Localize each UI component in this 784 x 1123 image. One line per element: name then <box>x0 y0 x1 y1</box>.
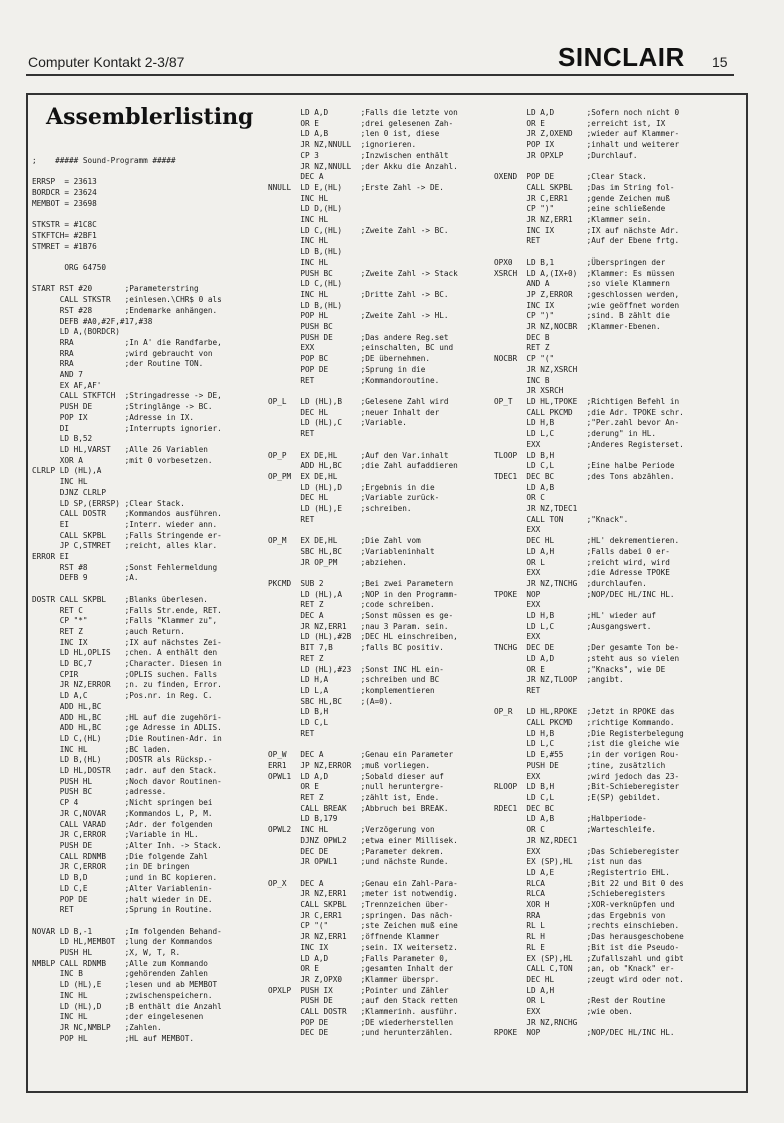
code-line: RRA ;In A' die Randfarbe, <box>32 337 222 347</box>
code-line: JR OP_PM ;abziehen. <box>268 557 407 567</box>
code-line: CP "*" ;Falls "Klammer zu", <box>32 616 218 626</box>
code-line: CALL DOSTR ;Kommandos ausführen. <box>32 509 222 519</box>
code-line: CP 4 ;Nicht springen bei <box>32 798 213 808</box>
code-line: OR L ;reicht wird, wird <box>494 557 670 567</box>
code-line: LD HL,DOSTR ;adr. auf den Stack. <box>32 766 218 776</box>
code-line: RLCA ;Bit 22 und Bit 0 des <box>494 878 684 888</box>
code-line: JR NZ,XSRCH <box>494 364 578 374</box>
code-line: JR NZ,ERR1 ;nau 3 Param. sein. <box>268 621 449 631</box>
code-line: LD A,B <box>494 482 555 492</box>
code-line: OP_M EX DE,HL ;Die Zahl vom <box>268 536 421 546</box>
code-line: CALL RDNMB ;Die folgende Zahl <box>32 851 208 861</box>
code-line: INC IX ;IX auf nächstes Zei- <box>32 637 222 647</box>
code-line: INC HL <box>268 193 329 203</box>
code-line: JR NZ,ERR1 ;öffnende Klammer <box>268 932 440 942</box>
code-line: RET ;Kommandoroutine. <box>268 375 440 385</box>
code-line: OPX0 LD B,1 ;Überspringen der <box>494 257 666 267</box>
code-line: RL L ;rechts einschieben. <box>494 921 680 931</box>
code-line: LD E,#55 ;in der vorigen Rou- <box>494 750 680 760</box>
code-line: POP DE ;DE wiederherstellen <box>268 1017 454 1027</box>
code-line: LD (HL),E ;lesen und ab MEMBOT <box>32 980 218 990</box>
code-line: DEC HL ;Variable zurück- <box>268 493 440 503</box>
code-line: OP_R LD HL,RPOKE ;Jetzt in RPOKE das <box>494 707 675 717</box>
code-line: XSRCH LD A,(IX+0) ;Klammer: Es müssen <box>494 268 675 278</box>
code-line: XOR A ;mit 0 vorbesetzen. <box>32 455 213 465</box>
code-line: CALL SKPBL ;Das im String fol- <box>494 182 675 192</box>
code-line: PUSH DE ;tine, zusätzlich <box>494 760 666 770</box>
code-line: OR E ;null heruntergre- <box>268 782 444 792</box>
code-line: INC IX ;wie geöffnet worden <box>494 300 680 310</box>
code-line: RET Z ;zählt ist, Ende. <box>268 793 440 802</box>
code-line: LD HL,OPLIS ;chen. A enthält den <box>32 648 218 658</box>
code-line: PUSH DE ;Das andere Reg.set <box>268 332 449 342</box>
code-line: EXX ;wie oben. <box>494 1007 633 1017</box>
code-line: PUSH DE ;Stringlänge -> BC. <box>32 402 213 412</box>
code-line: JR NZ,ERR1 ;Klammer sein. <box>494 215 652 225</box>
code-line: EX (SP),HL ;Zufallszahl und gibt <box>494 953 684 963</box>
code-line: LD A,H <box>494 985 555 995</box>
code-line: DEC DE ;und herunterzählen. <box>268 1028 454 1038</box>
code-line: LD B,D ;und in BC kopieren. <box>32 873 218 883</box>
code-line: JR NZ,NOCBR ;Klammer-Ebenen. <box>494 322 661 332</box>
code-line: PKCMD SUB 2 ;Bei zwei Parametern <box>268 578 454 588</box>
code-line: MEMBOT = 23698 <box>32 198 97 208</box>
code-line: JR XSRCH <box>494 386 564 396</box>
code-line: LD C,L ;E(SP) gebildet. <box>494 793 661 802</box>
code-line: ADD HL,BC ;HL auf die zugehöri- <box>32 712 222 722</box>
code-line: INC IX ;IX auf nächste Adr. <box>494 225 680 235</box>
code-line: DEC HL ;neuer Inhalt der <box>268 407 440 417</box>
code-line: INC B <box>494 375 550 385</box>
code-line: CALL C,TON ;an, ob "Knack" er- <box>494 964 675 974</box>
code-line: INC HL ;der eingelesenen <box>32 1012 204 1022</box>
listing-column-1 <box>32 156 222 1044</box>
code-line: DEC HL ;HL' dekrementieren. <box>494 536 680 546</box>
code-line: LD (HL),E ;schreiben. <box>268 504 412 514</box>
code-line: EXX ;wird jedoch das 23- <box>494 771 680 781</box>
code-line: JR Z,OPX0 ;Klammer überspr. <box>268 974 440 984</box>
code-line: LD C,(HL) ;Zweite Zahl -> BC. <box>268 225 449 235</box>
code-line: POP HL ;Zweite Zahl -> HL. <box>268 311 449 321</box>
code-line: LD B,(HL) <box>268 300 343 310</box>
code-line: RL E ;Bit ist die Pseudo- <box>494 942 680 952</box>
listing-title: Assemblerlisting <box>46 104 254 130</box>
code-line: INC HL <box>268 257 329 267</box>
code-line: LD L,C ;derung" in HL. <box>494 429 656 439</box>
code-line: OR E ;erreicht ist, IX <box>494 118 666 128</box>
code-line: JP Z,ERROR ;geschlossen werden, <box>494 289 680 299</box>
code-line: LD B,(HL) <box>268 247 343 257</box>
code-line: EXX <box>494 632 541 642</box>
code-line: LD A,(BORDCR) <box>32 327 120 337</box>
code-line: LD L,C ;ist die gleiche wie <box>494 739 680 749</box>
code-line: CALL SKPBL ;Falls Stringende er- <box>32 530 222 540</box>
code-line: JR NZ,TLOOP ;angibt. <box>494 675 624 685</box>
code-line: INC IX ;sein. IX weitersetz. <box>268 942 458 952</box>
code-line: DEC DE ;Parameter dekrem. <box>268 846 444 856</box>
code-line: BIT 7,B ;falls BC positiv. <box>268 643 444 653</box>
code-line: LD A,B ;len 0 ist, diese <box>268 129 440 139</box>
code-line: CALL TON ;"Knack". <box>494 514 629 524</box>
code-line: OP_X DEC A ;Genau ein Zahl-Para- <box>268 878 458 888</box>
code-line: ERROR EI <box>32 552 70 562</box>
code-line: ADD HL,BC ;ge Adresse in ADLIS. <box>32 723 222 733</box>
code-line: INC HL <box>268 236 329 246</box>
code-line: LD H,A ;schreiben und BC <box>268 675 440 685</box>
code-line: JR Z,OXEND ;wieder auf Klammer- <box>494 129 680 139</box>
code-line: ADD HL,BC <box>32 701 102 711</box>
code-line: LD A,D ;steht aus so vielen <box>494 653 680 663</box>
code-line: DEC B <box>494 332 550 342</box>
code-line: STKSTR = #1C8C <box>32 220 97 230</box>
code-line: LD C,E ;Alter Variablenin- <box>32 883 213 893</box>
code-line: JR NZ,NNULL ;der Akku die Anzahl. <box>268 161 458 171</box>
code-line: EI ;Interr. wieder ann. <box>32 519 218 529</box>
code-line: JR OPXLP ;Durchlauf. <box>494 150 638 160</box>
code-line: OP_P EX DE,HL ;Auf den Var.inhalt <box>268 450 449 460</box>
code-line: ERR1 JP NZ,ERROR ;muß vorliegen. <box>268 760 430 770</box>
code-line: INC HL <box>32 477 88 487</box>
code-line: DEFB 9 ;A. <box>32 573 139 583</box>
code-line: LD HL,VARST ;Alle 26 Variablen <box>32 444 208 454</box>
code-line: OR L ;Rest der Routine <box>494 996 666 1006</box>
code-line: LD HL,MEMBOT ;lung der Kommandos <box>32 937 213 947</box>
code-line: PUSH DE ;auf den Stack retten <box>268 996 458 1006</box>
code-line: LD A,D ;Falls die letzte von <box>268 108 458 117</box>
code-line: LD L,A ;komplementieren <box>268 685 435 695</box>
code-line: RET <box>494 685 541 695</box>
code-line: TLOOP LD B,H <box>494 450 555 460</box>
code-line: LD B,179 <box>268 814 338 824</box>
code-line: LD SP,(ERRSP) ;Clear Stack. <box>32 498 185 508</box>
code-line: RLCA ;Schieberegisters <box>494 889 666 899</box>
code-line: RET Z ;auch Return. <box>32 626 185 636</box>
code-line: LD B,52 <box>32 434 93 444</box>
code-line: OR E ;gesamten Inhalt der <box>268 964 454 974</box>
code-line: AND 7 <box>32 370 83 380</box>
code-line: DJNZ CLRLP <box>32 487 107 497</box>
code-line: LD C,L <box>268 718 329 728</box>
code-line: LD H,B ;Die Registerbelegung <box>494 728 684 738</box>
code-line: CP 3 ;Inzwischen enthält <box>268 150 449 160</box>
code-line: RL H ;Das herausgeschobene <box>494 932 684 942</box>
code-line: LD (HL),D ;Ergebnis in die <box>268 482 435 492</box>
code-line: STKFTCH= #2BF1 <box>32 230 97 240</box>
code-line: LD (HL),#2B ;DEC HL einschreiben, <box>268 632 458 642</box>
code-line: CALL STKSTR ;einlesen.\CHR$ 0 als <box>32 295 222 305</box>
code-line: OP_L LD (HL),B ;Gelesene Zahl wird <box>268 396 449 406</box>
code-line: INC HL ;zwischenspeichern. <box>32 990 213 1000</box>
code-line: POP BC ;DE übernehmen. <box>268 354 430 364</box>
code-line: EXX ;Das Schieberegister <box>494 846 680 856</box>
code-line: CALL SKPBL ;Trennzeichen über- <box>268 900 449 910</box>
code-line: RET ;Sprung in Routine. <box>32 905 213 915</box>
code-line: DEC HL ;zeugt wird oder not. <box>494 974 684 984</box>
code-line: RRA ;der Routine TON. <box>32 359 204 369</box>
code-line: PUSH HL ;Noch davor Routinen- <box>32 776 222 786</box>
code-line: OPWL1 LD A,D ;Sobald dieser auf <box>268 771 444 781</box>
code-line: LD (HL),#23 ;Sonst INC HL ein- <box>268 664 444 674</box>
code-line: LD L,C ;Ausgangswert. <box>494 621 652 631</box>
code-line: LD A,C ;Pos.nr. in Reg. C. <box>32 691 213 701</box>
code-line: RET ;Auf der Ebene frtg. <box>494 236 680 246</box>
code-line: LD C,(HL) ;Die Routinen-Adr. in <box>32 733 222 743</box>
code-line: DOSTR CALL SKPBL ;Blanks überlesen. <box>32 594 208 604</box>
code-line: LD C,(HL) <box>268 279 343 289</box>
code-line: ERRSP = 23613 <box>32 177 97 187</box>
code-line: LD (HL),D ;B enthält die Anzahl <box>32 1001 222 1011</box>
code-line: TPOKE NOP ;NOP/DEC HL/INC HL. <box>494 589 675 599</box>
code-line: NOVAR LD B,-1 ;Im folgenden Behand- <box>32 926 222 936</box>
code-line: RRA ;das Ergebnis von <box>494 910 666 920</box>
code-line: EXX <box>494 525 541 535</box>
code-line: EXX ;Anderes Registerset. <box>494 439 684 449</box>
code-line: CALL BREAK ;Abbruch bei BREAK. <box>268 803 449 813</box>
code-line: PUSH BC ;adresse. <box>32 787 167 797</box>
code-line: STMRET = #1B76 <box>32 241 97 251</box>
code-line: CALL PKCMD ;die Adr. TPOKE schr. <box>494 407 684 417</box>
code-line: SBC HL,BC ;(A=0). <box>268 696 393 706</box>
code-line: OP_PM EX DE,HL <box>268 471 338 481</box>
code-line: ; ##### Sound-Programm ##### <box>32 156 176 165</box>
code-line: INC B ;gehörenden Zahlen <box>32 969 208 979</box>
code-line: LD D,(HL) <box>268 204 343 214</box>
code-line: RET <box>268 728 315 738</box>
code-line: DEC A <box>268 172 324 182</box>
code-line: CALL STKFTCH ;Stringadresse -> DE, <box>32 391 222 401</box>
code-line: PUSH BC ;Zweite Zahl -> Stack <box>268 268 458 278</box>
code-line: POP IX ;Adresse in IX. <box>32 412 194 422</box>
code-line: RET C ;Falls Str.ende, RET. <box>32 605 222 615</box>
section-brand: SINCLAIR <box>558 42 685 72</box>
code-line: DI ;Interrupts ignorier. <box>32 423 222 433</box>
code-line: ORG 64750 <box>32 263 107 273</box>
code-line: LD (HL),A ;NOP in den Programm- <box>268 589 458 599</box>
code-line: LD A,D ;Falls Parameter 0, <box>268 953 449 963</box>
code-line: RST #28 ;Endemarke anhängen. <box>32 305 218 315</box>
page-number: 15 <box>712 54 728 70</box>
code-line: CALL DOSTR ;Klammerinh. ausführ. <box>268 1007 458 1017</box>
code-line: CPIR ;OPLIS suchen. Falls <box>32 669 218 679</box>
code-line: LD A,E ;Registertrio EHL. <box>494 867 670 877</box>
code-line: SBC HL,BC ;Variableninhalt <box>268 546 435 556</box>
code-line: LD A,D ;Sofern noch nicht 0 <box>494 108 680 117</box>
code-line: CLRLP LD (HL),A <box>32 466 102 476</box>
code-line: PUSH DE ;Alter Inh. -> Stack. <box>32 841 222 850</box>
code-line: LD (HL),C ;Variable. <box>268 418 407 428</box>
code-line: OP_W DEC A ;Genau ein Parameter <box>268 750 454 760</box>
code-line: JR NZ,TNCHG ;durchlaufen. <box>494 578 647 588</box>
code-line: POP DE ;halt wieder in DE. <box>32 894 213 904</box>
code-line: JR C,ERROR ;Variable in HL. <box>32 830 199 840</box>
code-line: INC HL ;Dritte Zahl -> BC. <box>268 289 449 299</box>
code-line: JR NZ,ERR1 ;meter ist notwendig. <box>268 889 458 899</box>
code-line: LD C,L ;Eine halbe Periode <box>494 461 675 471</box>
code-line: RET Z ;code schreiben. <box>268 600 435 610</box>
code-line: TDEC1 DEC BC ;des Tons abzählen. <box>494 471 675 481</box>
code-line: INC HL <box>268 215 329 225</box>
code-line: EXX ;die Adresse TPOKE <box>494 568 670 578</box>
code-line: JR NZ,ERROR ;n. zu finden, Error. <box>32 680 222 690</box>
code-line: CALL PKCMD ;richtige Kommando. <box>494 718 675 728</box>
code-line: EXX ;einschalten, BC und <box>268 343 454 353</box>
code-line: RPOKE NOP ;NOP/DEC HL/INC HL. <box>494 1028 675 1038</box>
code-line: NMBLP CALL RDNMB ;Alle zum Kommando <box>32 958 208 968</box>
code-line: OPWL2 INC HL ;Verzögerung von <box>268 825 435 835</box>
code-line: NNULL LD E,(HL) ;Erste Zahl -> DE. <box>268 182 444 192</box>
code-line: RET <box>268 429 315 439</box>
code-line: JR NZ,RNCHG <box>494 1017 578 1027</box>
code-line: BORDCR = 23624 <box>32 188 97 198</box>
code-line: RET <box>268 514 315 524</box>
code-line: TNCHG DEC DE ;Der gesamte Ton be- <box>494 643 680 653</box>
code-line: RLOOP LD B,H ;Bit-Schieberegister <box>494 782 680 792</box>
code-line: XOR H ;XOR-verknüpfen und <box>494 900 675 910</box>
code-line: CP "(" ;ste Zeichen muß eine <box>268 921 458 931</box>
code-line: CP ")" ;sind. B zählt die <box>494 311 670 321</box>
code-line: POP IX ;inhalt und weiterer <box>494 140 680 150</box>
code-line: EXX <box>494 600 541 610</box>
code-line: POP DE ;Sprung in die <box>268 364 426 374</box>
code-line: EX AF,AF' <box>32 380 102 390</box>
code-line: OR C ;Warteschleife. <box>494 825 656 835</box>
code-line: LD BC,7 ;Character. Diesen in <box>32 659 222 669</box>
code-line: EX (SP),HL ;ist nun das <box>494 857 643 867</box>
code-line: JR C,NOVAR ;Kommandos L, P, M. <box>32 808 213 818</box>
code-line: RDEC1 DEC BC <box>494 803 555 813</box>
listing-column-2 <box>268 108 458 1039</box>
code-line: LD A,H ;Falls dabei 0 er- <box>494 546 670 556</box>
code-line: ADD HL,BC ;die Zahl aufaddieren <box>268 461 458 471</box>
code-line: DJNZ OPWL2 ;etwa einer Millisek. <box>268 835 458 845</box>
code-line: LD H,B ;HL' wieder auf <box>494 611 656 621</box>
code-line: JR NC,NMBLP ;Zahlen. <box>32 1022 162 1032</box>
code-line: OP_T LD HL,TPOKE ;Richtigen Befehl in <box>494 396 680 406</box>
code-line: RRA ;wird gebraucht von <box>32 348 213 358</box>
code-line: OR C <box>494 493 545 503</box>
code-line: POP HL ;HL auf MEMBOT. <box>32 1033 194 1043</box>
code-line: OR E ;"Knacks", wie DE <box>494 664 666 674</box>
code-line: CALL VARAD ;Adr. der folgenden <box>32 819 213 829</box>
code-line: RET Z <box>268 653 324 663</box>
code-line: PUSH BC <box>268 322 333 332</box>
code-line: JR C,ERR1 ;gende Zeichen muß <box>494 193 670 203</box>
code-line: LD A,B ;Halbperiode- <box>494 814 647 824</box>
code-line: RET Z <box>494 343 550 353</box>
magazine-issue: Computer Kontakt 2-3/87 <box>28 54 185 70</box>
header-rule <box>26 74 734 76</box>
code-line: LD B,H <box>268 707 329 717</box>
code-line: INC HL ;BC laden. <box>32 744 171 754</box>
code-line: AND A ;so viele Klammern <box>494 279 670 289</box>
code-line: LD B,(HL) ;DOSTR als Rücksp.- <box>32 755 213 765</box>
code-line: PUSH HL ;X, W, T, R. <box>32 948 181 958</box>
code-line: DEC A ;Sonst müssen es ge- <box>268 611 454 621</box>
listing-column-3 <box>494 108 684 1039</box>
code-line: JR OPWL1 ;und nächste Runde. <box>268 857 449 867</box>
code-line: OXEND POP DE ;Clear Stack. <box>494 172 647 182</box>
code-line: CP ")" ;eine schließende <box>494 204 666 214</box>
code-line: JR C,ERR1 ;springen. Das näch- <box>268 910 454 920</box>
code-line: OPXLP PUSH IX ;Pointer und Zähler <box>268 985 449 995</box>
code-line: START RST #20 ;Parameterstring <box>32 284 199 294</box>
code-line: NOCBR CP "(" <box>494 354 555 364</box>
code-line: JR NZ,RDEC1 <box>494 835 578 845</box>
code-line: JR C,ERROR ;in DE bringen <box>32 862 190 872</box>
code-line: DEFB #A0,#2F,#17,#38 <box>32 316 153 326</box>
code-line: JR NZ,NNULL ;ignorieren. <box>268 140 417 150</box>
code-line: LD H,B ;"Per.zahl bevor An- <box>494 418 680 428</box>
code-line: JP C,STMRET ;reicht, alles klar. <box>32 541 218 551</box>
code-line: JR NZ,TDEC1 <box>494 504 578 514</box>
code-line: RST #8 ;Sonst Fehlermeldung <box>32 562 218 572</box>
code-line: OR E ;drei gelesenen Zah- <box>268 118 454 128</box>
